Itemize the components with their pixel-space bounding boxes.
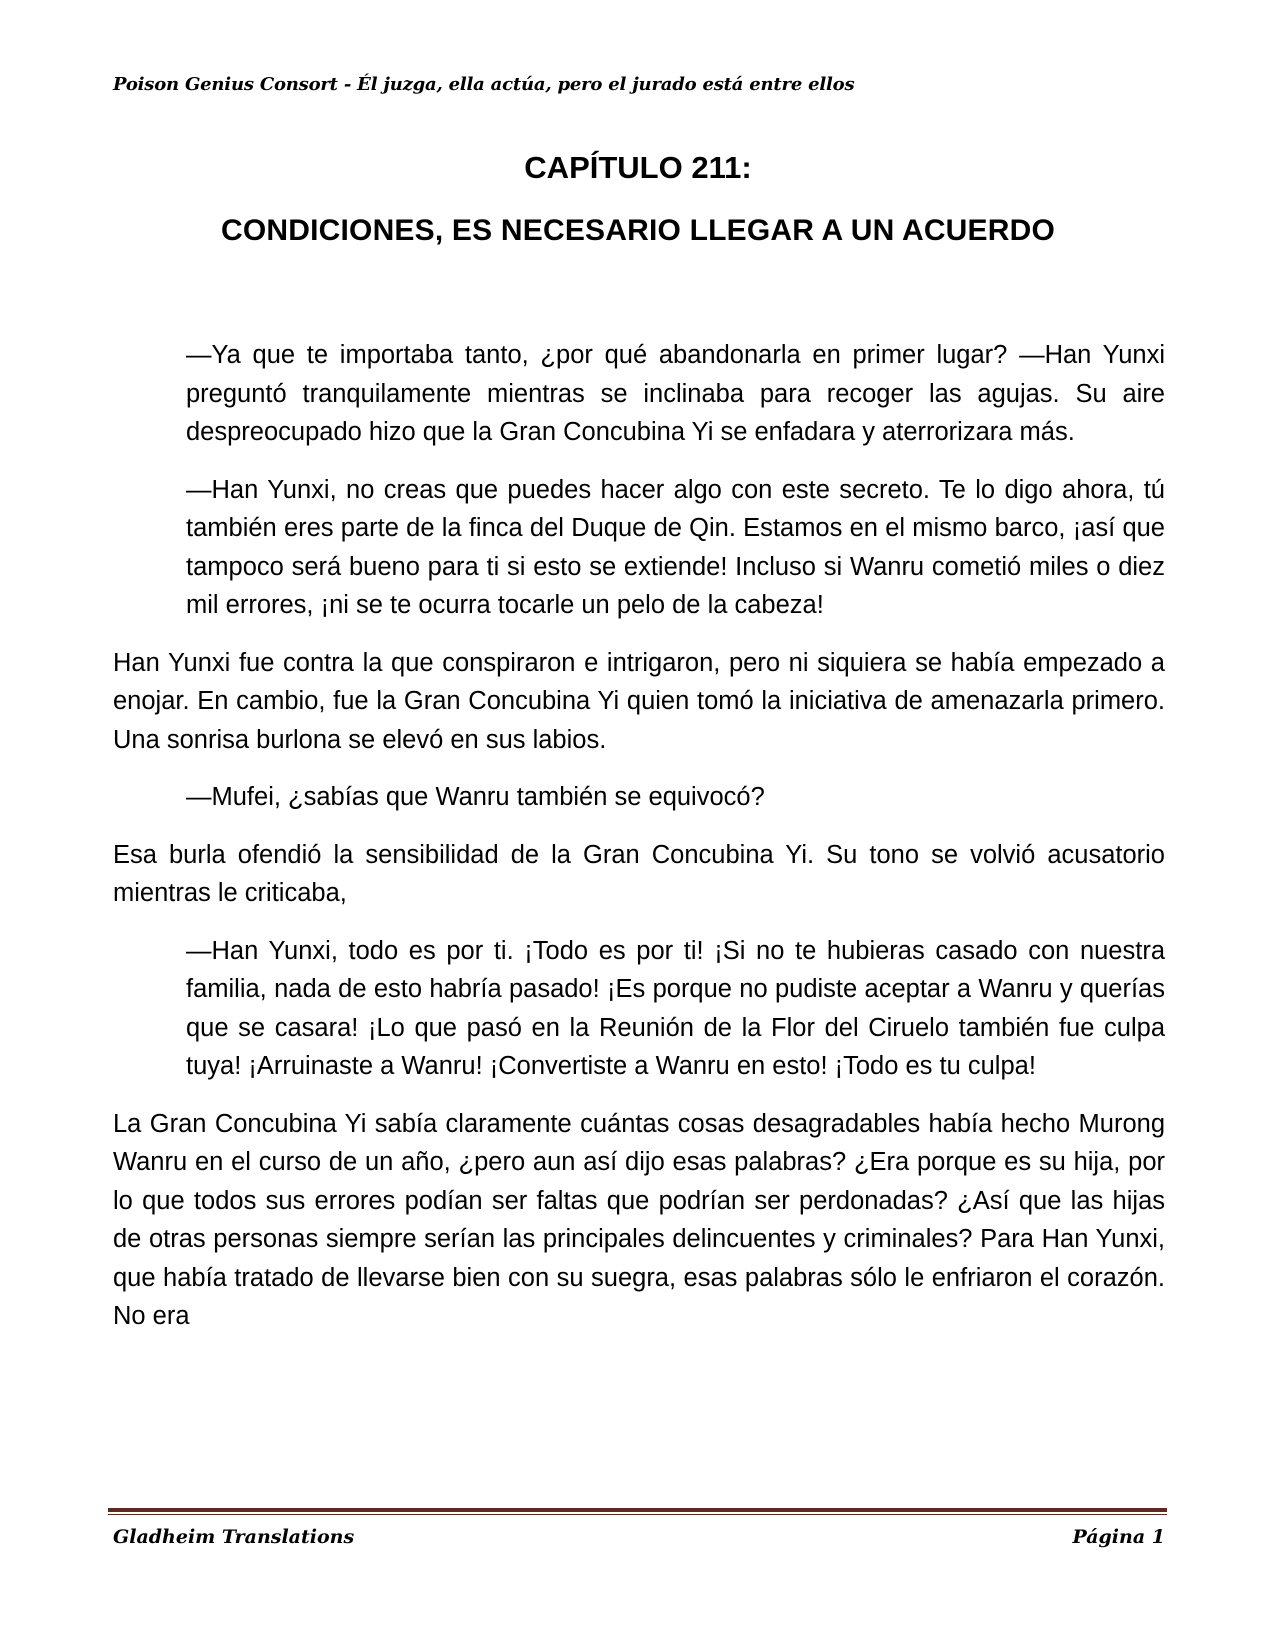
paragraph-dialogue: —Mufei, ¿sabías que Wanru también se equivocó?	[186, 783, 765, 811]
paragraph-dialogue: —Han Yunxi, todo es por ti. ¡Todo es por ti! ¡Si no te hubieras casado con nuestra familia, nada de esto habría pasado! ¡Es porque no pudiste aceptar a Wanru y querías que se casara! ¡Lo que pasó en la Reunión de la Flor del Ciruelo también fue culpa tuya! ¡Arruinaste a Wanru! ¡Convertiste a Wanru en esto! ¡Todo es tu culpa!	[186, 936, 1165, 1080]
footer-divider-thick	[108, 1508, 1167, 1512]
body-text	[113, 336, 1165, 1355]
running-header: Poison Genius Consort - Él juzga, ella actúa, pero el jurado está entre ellos	[113, 74, 855, 95]
paragraph-dialogue: —Ya que te importaba tanto, ¿por qué abandonarla en primer lugar? —Han Yunxi preguntó tranquilamente mientras se inclinaba para recoger las agujas. Su aire despreocupado hizo que la Gran Concubina Yi se enfadara y aterrorizara más.	[186, 341, 1165, 446]
chapter-number: CAPÍTULO 211:	[524, 150, 752, 185]
footer-translator: Gladheim Translations	[113, 1526, 355, 1548]
footer-divider-thin	[108, 1514, 1167, 1515]
paragraph-dialogue: —Han Yunxi, no creas que puedes hacer algo con este secreto. Te lo digo ahora, tú también eres parte de la finca del Duque de Qin. Estamos en el mismo barco, ¡así que tampoco será bueno para ti si esto se extiende! Incluso si Wanru cometió miles o diez mil errores, ¡ni se te ocurra tocarle un pelo de la cabeza!	[186, 475, 1165, 619]
paragraph-narration: Han Yunxi fue contra la que conspiraron e intrigaron, pero ni siquiera se había empezado a enojar. En cambio, fue la Gran Concubina Yi quien tomó la iniciativa de amenazarla primero. Una sonrisa burlona se elevó en sus labios.	[113, 648, 1165, 754]
footer-page-number: Página 1	[1072, 1526, 1165, 1548]
footer-divider	[108, 1508, 1167, 1515]
chapter-title: CONDICIONES, ES NECESARIO LLEGAR A UN ACUERDO	[220, 214, 1056, 247]
paragraph-narration: La Gran Concubina Yi sabía claramente cuántas cosas desagradables había hecho Murong Wanru en el curso de un año, ¿pero aun así dijo esas palabras? ¿Era porque es su hija, por lo que todos sus errores podían ser faltas que podrían ser perdonadas? ¿Así que las hijas de otras personas siempre serían las principales delincuentes y criminales? Para Han Yunxi, que había tratado de llevarse bien con su suegra, esas palabras sólo le enfriaron el corazón. No era	[113, 1109, 1165, 1330]
paragraph-narration: Esa burla ofendió la sensibilidad de la Gran Concubina Yi. Su tono se volvió acusatorio mientras le criticaba,	[113, 840, 1165, 907]
